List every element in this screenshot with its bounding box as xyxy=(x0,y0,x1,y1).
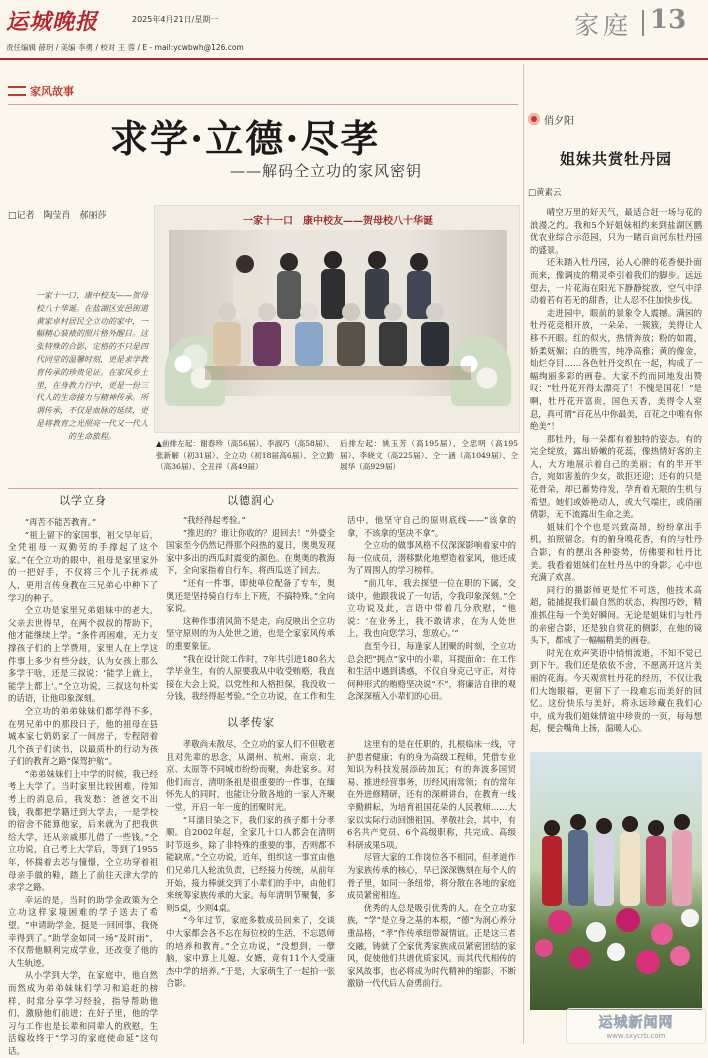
paragraph: 同行的摄影师更是忙不可迭，他技术高超，能捕捉我们最自然的状态，构图巧妙，精准抓住每一个美好瞬间。无论是姐妹们与牡丹的亲密合影，还是独自赏花的侧影，在他的镜头下，都成了一幅幅精美的画卷。 xyxy=(530,584,702,646)
paragraph: 仝立功的弟弟妹妹们都学得不多，在男兄弟中的那段日子，他的祖母在县城本家七奶奶家了一间房子，专程陪着几个孩子们读书，以最质朴的行动为孩子们的教育之路“保驾护航”。 xyxy=(8,705,158,767)
paragraph: “推迟的？谁让你收的？退回去！”外婆全国家至今仍然记得那个闷热的夏日，奥奥发现家中多出的西瓜时震变的颜色。在奥奥的教海下，全向家指着自行车，将西瓜送了回去。 xyxy=(166,527,335,576)
paragraph: 这种作事清风简不是走，向反映出仝立功坚守原则的为人处世之道，也是仝家家风传承的重要象征。 xyxy=(166,615,335,651)
paragraph: 优秀的人总是吸引优秀的人。在仝立功家族，“学”是立身之基的本根，“德”为润心养分重品格，“孝”作传承纽带凝情谊。正是这三者交融，铸就了仝家优秀家族成员紧密团结的家风，促使他们共谱优质家风。而其代代相传的家风故事，也必将成为时代精神的缩影，不断激励一代代后人奋勇前行。 xyxy=(347,902,516,989)
peony-flowers xyxy=(535,908,699,974)
paragraph: 从小学到大学，在家庭中，他自然而然成为弟弟妹妹们学习和追赶的榜样，时常分享学习经验，指导帮助他们，激励他们前进；在好子里，他的学习与工作也是长辈和同辈人的欣慰，生活嫁妆终于“学习的家庭使命延”这句话。 xyxy=(8,970,158,1056)
paragraph: 直至今日，每逢家人团聚的时刻，仝立功总会把“拥点”家中的小辈，耳提面命：在工作和生活中遇到诱惑，不仅自身克己守正，对待何种形式的贿赂坚决说“不”，将廉洁自律的观念深深植入小辈们的心田。 xyxy=(347,640,516,702)
paragraph: “还有一件事，即使单位配备了专车，奥奥还是坚持骑自行车上下班，不搞特殊。”全向家说。 xyxy=(166,577,335,614)
paragraph: “弟弟妹妹们上中学的时候，我已经考上大学了。当时家里比较困难，待知考上的消息后，我发愁：爸爸交不出钱，我都把学籍迁到大学去，一是学校的宿舍不能算他家，后来就为了把我供给大学，还从亲戚那儿借了一些钱。”仝立功说，自己考上大学后，等到了1955年，怀揣着去芯与憧憬，仝立功穿着祖母亲手做的鞋，踏上了前往天津大学的求学之路。 xyxy=(8,768,158,893)
peony-photo-scene xyxy=(530,752,702,1010)
column-tag-icon xyxy=(8,86,26,96)
section-learning-title: 以学立身 xyxy=(59,494,107,507)
flower-icon xyxy=(528,113,540,125)
masthead xyxy=(0,0,708,64)
headline-sub: ——解码仝立功的家风密钥 xyxy=(230,162,423,180)
column-divider xyxy=(523,64,524,1044)
right-tag-text: 俏夕阳 xyxy=(544,115,574,127)
right-body xyxy=(530,206,702,744)
watermark xyxy=(566,1008,706,1044)
section-filial-title: 以孝传家 xyxy=(227,716,275,729)
watermark-url: www.sxycrb.com xyxy=(606,1032,666,1040)
paragraph: “耳濡目染之下，我们家的孩子都十分孝顺。自2002年起，全家几十口人都会在清明时节返乡，除了非特殊的重要的事，否则都不能缺席。”仝立功说，近年，组织这一事宜由他们兄弟几人轮流负责，已经接力传统，从前年开始，接力棒就交到了小辈们的手中，由他们来统筹家族传承的大家。每年清明节聚餐，多则5桌，少则4桌。 xyxy=(166,814,335,913)
photo-caption-front: ▲前排左起：谢春珍（高56届）、李淑巧（高58届）、张新解（初31届）、仝立功（初18届高6届）、仝立勤（高36届）、仝丑祥（高49届） xyxy=(156,439,334,471)
story-top-rule xyxy=(8,104,518,105)
paragraph: 幸运的是，当时的助学金政策为仝立功这样家境困难的学子送去了希望。“申请助学金，挺是一回回事，我侥幸得到了。”助学金如同一场“及时雨”，不仅帮他顺利完成学业，还改变了他的人生轨迹。 xyxy=(8,894,158,968)
paragraph: 晴空万里的好天气，最适合赶一场与花的浪漫之约。我和5个好姐妹相约来到盐湖区鹏优农业综合示范园，只为一睹百亩河东牡丹园的盛景。 xyxy=(530,207,702,255)
paragraph: “前几年，我去探望一位在职的下属，交谈中，他跟我说了一句话，令我印象深刻。”仝立功说及此，言语中带着几分欣慰，“他说：‘在业务上，我不敢请求，在为人处世上，我也向您学习，您放心。’” xyxy=(347,577,516,639)
paragraph: “我经得起考验。” xyxy=(182,515,246,525)
paragraph: 姐妹们个个也是兴致高昂，纷纷拿出手机，拍照留念。有的俯身嗅花香，有的与牡丹合影，有的摆出各种姿势，仿佛要和牡丹比美。我看着姐妹们在牡丹丛中的身影，心中也充满了欢喜。 xyxy=(530,521,702,583)
column-tag-badge xyxy=(8,82,74,100)
section-virtue-title: 以德润心 xyxy=(227,494,275,507)
section-virtue-body xyxy=(166,514,516,706)
masthead-logo: 运城晚报 xyxy=(6,9,99,35)
story-mid-rule xyxy=(8,488,518,489)
masthead-page-number: 13 xyxy=(650,5,687,35)
paragraph: 仝立功的做事风格不仅深深影响着家中的每一位成员，潜移默化地塑造着家风，他还成为了周围人的学习榜样。 xyxy=(347,540,516,576)
right-byline: □黄素云 xyxy=(528,188,562,198)
column-tag-text: 家风故事 xyxy=(30,85,74,98)
paragraph: 尽管大家的工作岗位各不相同，但孝道作为家族传承的核心，早已深深镌刻在每个人的骨子里，如同一条纽带，将分散在各地的家庭成员紧密相连。 xyxy=(347,852,516,901)
intro-text: 一家十一口，康中校友——贺母校八十华诞。在盐湖区安邑街道黄家卓村居民仝立功的家中，一幅精心装裱的照片格外醒目。这张特殊的合影，定格的不只是四代同堂的温馨时刻，更是求学教育传承的珍贵见证。在家风乡土里，在身教力行中，更是一份三代人的生命接力与精神传承。所谓传承，不仅是血脉的延续，更是将教育之光照亮一代又一代人的生命旅程。 xyxy=(36,291,148,441)
masthead-rule xyxy=(0,58,708,60)
masthead-editors: 责任编辑 薛玥 / 美编 李勇 / 校对 王 蓉 / E - mail:ycwbwh@126.com xyxy=(6,43,244,52)
paragraph: 这里有的是在任职的，扎根临床一线，守护患者健康；有的身为高级工程师，凭借专业知识为科技发展添砖加瓦；有的奔波多国贸易、推进经营事务，历经风雨常领；有的常年在外进修精研，还有的深耕讲台，在教育一线辛勤耕耘，为培育祖国花朵的人民教师……大家以实际行动回馈祖国。孝敬社会，其中，有6名共产党员、6个高级职称，共完成、高级科研成果5项。 xyxy=(347,739,516,850)
photo-caption-back: 后排左起：姚玉芳（高195届）、仝忠明（高195届）、李晓文（高225届）、仝一涵（高1049届）、仝展华（高929届） xyxy=(340,439,518,471)
masthead-divider xyxy=(642,10,644,36)
paragraph: “祖上留下的家国事，祖父早年后，全凭祖母一双勤劳的手撑起了这个家。”在仝立功的眼中，祖母是家里家外的一把好手，不仅将三个儿子抚养成人，更用言传身教在三兄弟心中种下了学习的种子。 xyxy=(8,529,158,603)
headline-main: 求学·立德·尽孝 xyxy=(110,116,381,161)
section-virtue xyxy=(166,490,516,708)
paragraph: 仝立功是家里兄弟姐妹中的老大，父亲去世得早，在两个叔叔的帮助下，他才能继续上学。“条件再困难，无力支撑孩子们的上学费用，家里人在上学这件事上多少有些分歧，认为女孩上那么多学干啥，还是三叔说：‘能学上就上，能学上都上’。”仝立功说，三叔这句朴实的话语，让他印象深刻。 xyxy=(8,605,158,704)
section-learning-body xyxy=(8,516,158,1056)
peony-photo xyxy=(530,752,702,1010)
paragraph: “今年过节，家庭多数成员回来了，交谈中大家都会各不忘在每位校的生活，不忘恩师的培养和教育。”仝立功说，“没想到，一孽脑，家中算上儿媳、女婿，竟有11个人受康杰中学的培养。”于是，大家萌生了一起拍一张合影。 xyxy=(166,915,335,989)
photo-people xyxy=(205,246,471,406)
right-title: 姐妹共赏牡丹园 xyxy=(559,150,672,168)
masthead-date: 2025年4月21日/星期一 xyxy=(132,15,219,24)
paragraph: 那牡丹，每一朵都有着独特的姿态。有的完全绽放，露出娇嫩的花蕊，像热情好客的主人，大方地展示着自己的美丽；有的半开半合，宛如害羞的少女，欲拒还迎；还有的只是花骨朵，却已蓄势待发，孕育着无限的生机与希望。她们或娇艳动人，或大气端庄，或俏丽倩影，无不流露出生命之美。 xyxy=(530,433,702,520)
paragraph: 还未踏入牡丹园，沁人心脾的花香便扑面而来，像调皮的精灵牵引着我们的脚步。远远望去，一片花海在阳光下静静绽放，空气中浮动着若有若无的甜香，让人忍不住加快步伐。 xyxy=(530,257,702,306)
watermark-name: 运城新闻网 xyxy=(598,1015,674,1031)
paragraph: 走进园中，眼前的景象令人震撼。满园的牡丹花竞相开放，一朵朵、一簇簇，美得让人移不开眼。红的似火，热情奔放；粉的如霞，娇柔妩媚；白的胜雪，纯净高雅；黄的像金，灿烂夺目……各色牡丹交织在一起，构成了一幅绚丽多彩的画卷。大家不约而同地发出赞叹：“牡丹花开得太漂亮了！不愧是国花！”是啊，牡丹花开富贵，国色天香，美得令人窒息，真可谓“百花丛中你最美，百花之中唯有你绝美”！ xyxy=(530,307,702,432)
masthead-section: 家庭 xyxy=(574,11,633,40)
photo-banner: 一家十一口 康中校友——贺母校八十华诞 xyxy=(243,216,433,227)
section-filial-body xyxy=(166,738,516,1038)
paragraph: 时光在欢声笑语中悄悄流逝，不知不觉已到下午。我们还是依依不舍，不愿离开这片美丽的花海。今天观赏牡丹花的经历，不仅让我们大饱眼福，更留下了一段难忘而美好的回忆。这份快乐与美好，将永远珍藏在我们心中，成为我们姐妹情谊中珍贵的一页，每每想起，便会嘴角上扬，温暖人心。 xyxy=(530,647,702,734)
paragraph: 孝敬尚未散尽，仝立功的家人们不但敬老且对先辈的思念，从湖州、杭州、南京、北京、太原等不同城市纷纷而聚，奔赴家乡。对他们而言，清明条祖是很重要的一件事，在缅怀先人的同时，也能让分散各地的一家人齐聚一堂，开启一年一度的团聚时光。 xyxy=(166,739,335,812)
family-photo-frame xyxy=(154,205,520,433)
section-filial xyxy=(166,712,516,1040)
section-learning xyxy=(8,490,158,1056)
right-tag xyxy=(528,110,574,128)
paragraph: “我在设计院工作时，7年共引进180名大学毕业生，有的人原要我从中收受贿赂，我直接在大会上说，以党性和人格担保，我没收一分钱，我经得起考验。”仝立功说，在工作和生活中，他坚守自己的原则底线——“该拿的拿，不该拿的坚决不拿”。 xyxy=(166,515,516,702)
byline: □记者 陶莹肖 郝丽莎 xyxy=(8,211,107,221)
ladies-group xyxy=(542,814,692,906)
paragraph: “再苦不能苦教育。” xyxy=(24,517,97,527)
